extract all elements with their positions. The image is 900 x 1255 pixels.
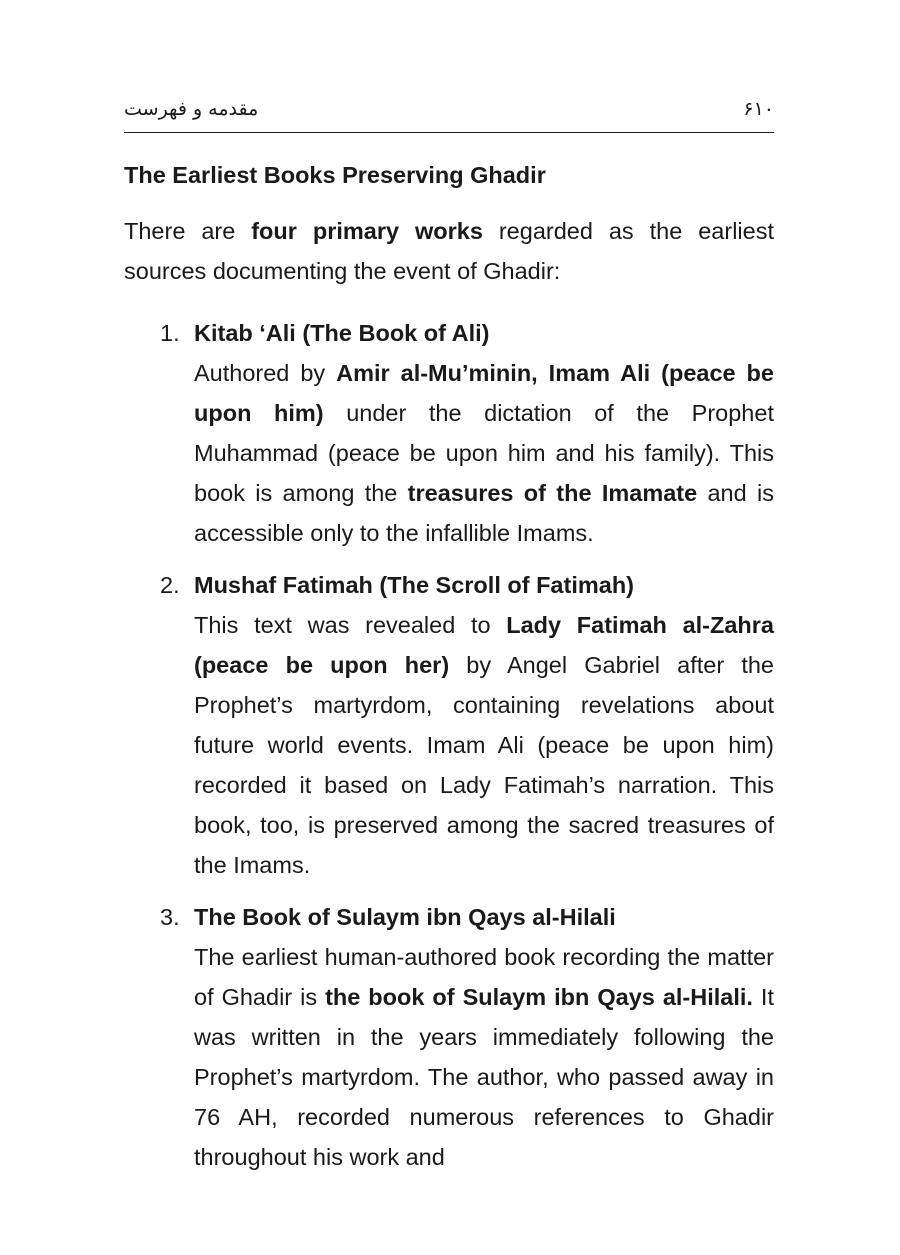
intro-emphasis: four primary works xyxy=(251,218,483,244)
list-item xyxy=(124,313,774,553)
item-text: by Angel Gabriel after the Prophet’s martyrdom, containing revelations about future world events. Imam Ali (peace be upon him) recorded it based on Lady Fatimah’s narration. This book, too, is preserved among the sacred treasures of the Imams. xyxy=(194,652,774,878)
item-text: under the dictation of the Prophet Muhammad (peace be upon him and his family). This book is among the xyxy=(194,400,774,506)
item-emphasis: the book of Sulaym ibn Qays al-Hilali. xyxy=(325,984,753,1010)
book-list xyxy=(124,313,774,1177)
item-text: It was written in the years immediately following the Prophet’s martyrdom. The author, who passed away in 76 AH, recorded numerous references to Ghadir throughout his work and xyxy=(194,984,774,1170)
item-number: 2. xyxy=(160,572,180,598)
list-item xyxy=(124,897,774,1177)
page-header xyxy=(124,96,774,133)
intro-paragraph xyxy=(124,211,774,291)
list-item xyxy=(124,565,774,885)
item-text: The earliest human-authored book recording the matter of Ghadir is xyxy=(194,944,774,1010)
intro-text: regarded as the earliest sources documenting the event of Ghadir: xyxy=(124,218,774,284)
item-emphasis: Amir al-Mu’minin, Imam Ali (peace be upon him) xyxy=(194,360,774,426)
section-heading: The Earliest Books Preserving Ghadir xyxy=(124,162,546,188)
item-title: Kitab ‘Ali (The Book of Ali) xyxy=(194,320,490,346)
item-text: This text was revealed to xyxy=(194,612,507,638)
item-number: 3. xyxy=(160,904,180,930)
item-text: Authored by xyxy=(194,360,337,386)
header-title: مقدمه و فهرست xyxy=(124,98,259,120)
page-number: ۶۱۰ xyxy=(743,98,774,120)
item-text: and is accessible only to the infallible Imams. xyxy=(194,480,774,546)
intro-text: There are xyxy=(124,218,252,244)
item-emphasis: Lady Fatimah al-Zahra (peace be upon her) xyxy=(194,612,774,678)
item-title: The Book of Sulaym ibn Qays al-Hilali xyxy=(194,904,616,930)
page-content xyxy=(124,155,774,1189)
item-emphasis: treasures of the Imamate xyxy=(407,480,698,506)
item-title: Mushaf Fatimah (The Scroll of Fatimah) xyxy=(194,572,635,598)
item-number: 1. xyxy=(160,320,180,346)
